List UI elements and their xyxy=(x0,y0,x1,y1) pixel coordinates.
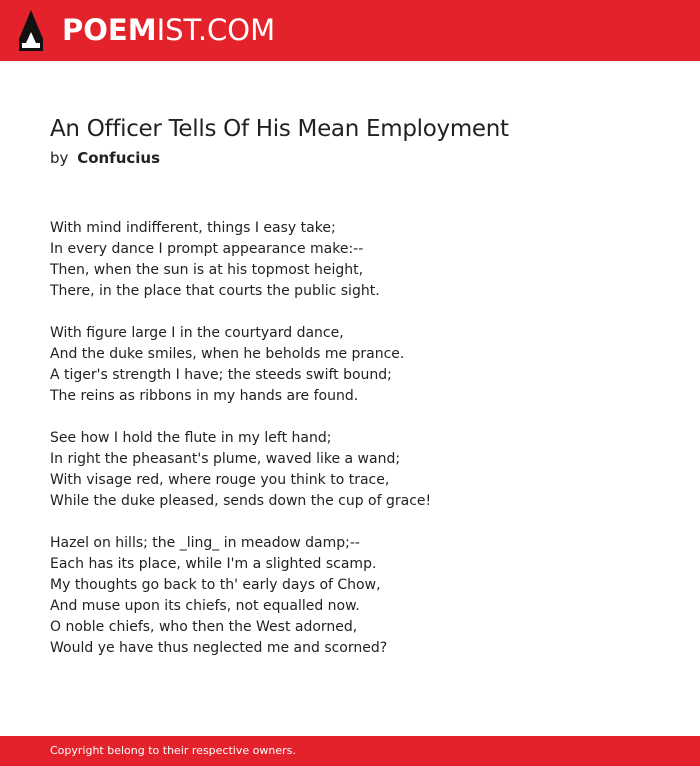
poem-line: Then, when the sun is at his topmost height, xyxy=(50,262,364,278)
poem-line: There, in the place that courts the public sight. xyxy=(50,283,380,299)
stanza xyxy=(50,218,670,302)
poem-line: And muse upon its chiefs, not equalled now. xyxy=(50,598,360,614)
site-header xyxy=(0,0,700,61)
stanza xyxy=(50,428,670,512)
logo-light-text: IST.COM xyxy=(156,13,276,47)
stanza xyxy=(50,533,670,659)
site-footer xyxy=(0,736,700,766)
poem-line: Would ye have thus neglected me and scorned? xyxy=(50,640,388,656)
by-label: by xyxy=(50,149,69,167)
poem-line: Each has its place, while I'm a slighted scamp. xyxy=(50,556,377,572)
poem-line: In right the pheasant's plume, waved like a wand; xyxy=(50,451,401,467)
poem-line: My thoughts go back to th' early days of Chow, xyxy=(50,577,381,593)
poem-line: See how I hold the flute in my left hand; xyxy=(50,430,332,446)
stanza xyxy=(50,323,670,407)
poem-line: And the duke smiles, when he beholds me prance. xyxy=(50,346,405,362)
poem-line: Hazel on hills; the _ling_ in meadow damp;-- xyxy=(50,535,360,551)
poem-line: O noble chiefs, who then the West adorned, xyxy=(50,619,358,635)
poem-line: While the duke pleased, sends down the cup of grace! xyxy=(50,493,432,509)
poem-line: With figure large I in the courtyard dance, xyxy=(50,325,344,341)
poem-body xyxy=(50,218,670,680)
site-logo[interactable] xyxy=(62,13,275,47)
logo-bold-text: POEM xyxy=(62,13,157,47)
poem-title: An Officer Tells Of His Mean Employment xyxy=(50,116,509,142)
poem-line: With visage red, where rouge you think to trace, xyxy=(50,472,390,488)
poem-line: The reins as ribbons in my hands are found. xyxy=(50,388,359,404)
copyright-notice: Copyright belong to their respective owners. xyxy=(50,744,296,757)
poem-line: In every dance I prompt appearance make:-- xyxy=(50,241,364,257)
author-name: Confucius xyxy=(77,149,161,167)
poem-line: With mind indifferent, things I easy take; xyxy=(50,220,336,236)
pencil-tip-icon[interactable] xyxy=(19,10,43,51)
byline xyxy=(50,149,160,167)
poem-line: A tiger's strength I have; the steeds swift bound; xyxy=(50,367,392,383)
